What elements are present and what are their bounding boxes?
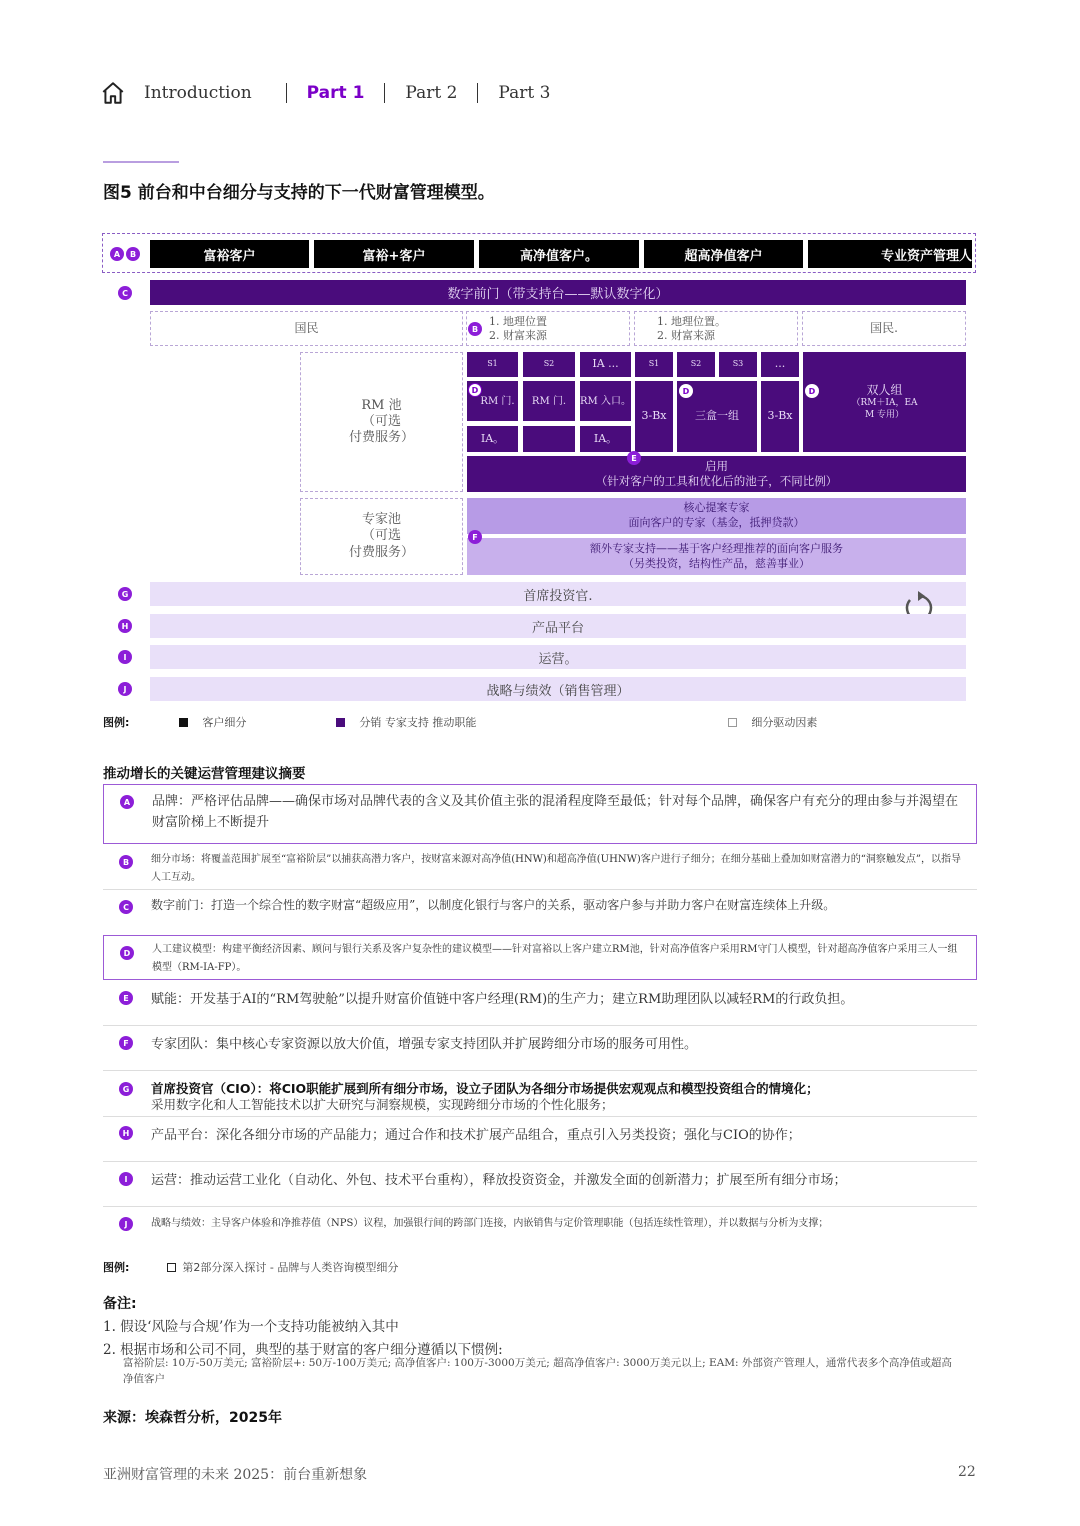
legend-item: 分销 专家支持 推动职能: [359, 716, 477, 729]
legend-item: 客户细分: [202, 716, 247, 729]
badge-a: A: [110, 247, 124, 261]
bx-left: 3-Bx: [635, 381, 673, 452]
ia-cell: IA。: [580, 426, 631, 452]
rec-text: 运营：推动运营工业化（自动化、外包、技术平台重构），释放投资资金，并激发全面的创新潜力；扩展至所有细分市场；: [151, 1173, 847, 1188]
badge-c: C: [119, 900, 133, 914]
three-in-one: 三盒一组: [677, 381, 757, 452]
rec-text: 首席投资官（CIO）：将CIO职能扩展到所有细分市场，设立子团队为各细分市场提供宏观观点和模型投资组合的情境化；: [151, 1081, 819, 1096]
s-label: S1: [467, 352, 518, 377]
core-expert-bar: [467, 498, 966, 534]
dual-team: [803, 352, 966, 452]
rec-cio: [103, 1073, 977, 1117]
rec-text: 战略与绩效：主导客户体验和净推荐值（NPS）议程，加强银行间的跨部门连接，内嵌销售与定价管理职能（包括连续性管理），并以数据与分析为支撑；: [151, 1218, 829, 1229]
driver-item: 2. 财富来源: [657, 328, 715, 342]
expert-pool-line: 付费服务）: [348, 544, 414, 560]
function-cio: 首席投资官.: [150, 582, 966, 606]
rec-text: 细分市场：将覆盖范围扩展至“富裕阶层”以捕获高潜力客户，按财富来源对高净值(HNW)和超高净值(UHNW)客户进行子细分；在细分基础上叠加如财富潜力的“洞察触发点”，以指导人工互动。: [151, 854, 961, 883]
core-expert-line: 面向客户的专家（基金，抵押贷款）: [628, 516, 805, 529]
s-label: S1: [635, 352, 673, 377]
badge-b: B: [126, 247, 140, 261]
recommendations-legend: [103, 1259, 398, 1275]
nav-divider: [384, 83, 385, 103]
enable-line: 启用: [705, 459, 728, 474]
footer-title: 亚洲财富管理的未来 2025：前台重新想象: [103, 1467, 368, 1483]
rec-expert: [103, 1027, 977, 1071]
segment-uhnw: 超高净值客户: [644, 240, 803, 268]
segment-affluent: 富裕客户: [150, 240, 309, 268]
driver-geo-right: [634, 311, 798, 346]
function-strategy: 战略与绩效（销售管理）: [150, 677, 966, 701]
figure-legend: [103, 714, 817, 730]
nav-part1[interactable]: Part 1: [306, 83, 365, 103]
badge-i: I: [118, 650, 132, 664]
rec-text-secondary: 采用数字化和人工智能技术以扩大研究与洞察规模，实现跨细分市场的个性化服务；: [151, 1097, 614, 1112]
rec-operations: [103, 1163, 977, 1207]
badge-h: H: [118, 619, 132, 633]
enable-line: （针对客户的工具和优化后的池子，不同比例）: [595, 474, 838, 488]
badge-j: J: [119, 1217, 133, 1231]
recommendations-title: 推动增长的关键运营管理建议摘要: [103, 766, 306, 782]
legend-item: 第2部分深入探讨 - 品牌与人类咨询模型细分: [182, 1261, 399, 1274]
note-1: 1. 假设‘风险与合规’作为一个支持功能被纳入其中: [103, 1319, 399, 1335]
driver-nationality-right: 国民.: [802, 311, 966, 346]
expert-pool-line: （可选: [361, 528, 401, 544]
segment-eam: 专业资产管理人: [808, 240, 972, 268]
function-product: 产品平台: [150, 614, 966, 638]
driver-nationality-left: 国民: [150, 311, 463, 346]
rec-segment: [103, 846, 977, 890]
rm-pool: [300, 352, 463, 492]
expert-pool-line: 专家池: [361, 512, 401, 528]
top-nav: [100, 78, 550, 108]
s-label: S2: [523, 352, 575, 377]
badge-b2: B: [468, 322, 482, 336]
badge-d: D: [468, 383, 482, 397]
core-expert-line: 核心提案专家: [683, 501, 750, 515]
rec-enable: [103, 983, 977, 1026]
s-label: S3: [719, 352, 757, 377]
rec-text: 产品平台：深化各细分市场的产品能力；通过合作和技术扩展产品组合，重点引入另类投资；强化与CIO的协作；: [151, 1128, 801, 1143]
expert-pool: [300, 498, 463, 575]
badge-d2: D: [679, 384, 693, 398]
rec-text: 赋能：开发基于AI的“RM驾驶舱”以提升财富价值链中客户经理(RM)的生产力；建立RM助理团队以减轻RM的行政负担。: [151, 992, 854, 1007]
extra-expert-bar: [467, 538, 966, 575]
accent-line: [103, 161, 179, 163]
driver-geo-left: [466, 311, 630, 346]
digital-front-door: 数字前门（带支持台——默认数字化）: [150, 280, 966, 305]
rm-pool-line: （可选: [361, 413, 401, 429]
rm-cell: RM 门.: [523, 381, 575, 421]
rec-product: [103, 1118, 977, 1162]
notes-title: 备注:: [103, 1296, 137, 1312]
badge-b: B: [119, 855, 133, 869]
s-label: IA ...: [580, 352, 631, 377]
badge-d3: D: [805, 384, 819, 398]
rec-text: 品牌：严格评估品牌——确保市场对品牌代表的含义及其价值主张的混淆程度降至最低；针对每个品牌，确保客户有充分的理由参与并渴望在财富阶梯上不断提升: [152, 794, 959, 831]
rm-cell: RM 门.: [467, 381, 518, 421]
rec-text: 专家团队：集中核心专家资源以放大价值，增强专家支持团队并扩展跨细分市场的服务可用性。: [151, 1037, 698, 1052]
note-2: 2. 根据市场和公司不同，典型的基于财富的客户细分遵循以下惯例:: [103, 1342, 503, 1358]
segment-hnw: 高净值客户。: [479, 240, 639, 268]
badge-d: D: [120, 946, 134, 960]
rec-brand: [103, 784, 977, 844]
legend-swatch-purple: [336, 718, 345, 727]
driver-item: 1. 地理位置: [489, 314, 547, 328]
legend-swatch-outline: [167, 1263, 176, 1272]
legend-item: 细分驱动因素: [751, 716, 818, 729]
badge-c: C: [118, 286, 132, 300]
enable-bar: [467, 456, 966, 492]
badge-g: G: [119, 1082, 133, 1096]
rec-digital: [103, 891, 977, 929]
home-icon[interactable]: [100, 80, 126, 106]
segment-affluent-plus: 富裕+客户: [314, 240, 474, 268]
badge-h: H: [119, 1126, 133, 1140]
legend-swatch-outline: [728, 718, 737, 727]
s-label: S2: [677, 352, 715, 377]
badge-i: I: [119, 1172, 133, 1186]
extra-expert-line: （另类投资，结构性产品，慈善事业）: [623, 556, 810, 570]
s-label: ...: [761, 352, 799, 377]
nav-divider: [477, 83, 478, 103]
rm-pool-line: 付费服务）: [348, 430, 414, 446]
legend-label: 图例:: [103, 716, 130, 729]
rec-text: 数字前门：打造一个综合性的数字财富“超级应用”，以制度化银行与客户的关系，驱动客户参与并助力客户在财富连续体上升级。: [151, 898, 836, 912]
nav-introduction[interactable]: Introduction: [144, 83, 252, 103]
rm-pool-line: RM 池: [361, 397, 402, 413]
badge-f: F: [119, 1036, 133, 1050]
rec-advice-model: [103, 935, 977, 980]
badge-e: E: [627, 451, 641, 465]
driver-item: 1. 地理位置。: [657, 314, 726, 328]
ia-cell: IA。: [467, 426, 518, 452]
dual-line: （RM＋IA，EA: [851, 398, 918, 409]
badge-a: A: [120, 795, 134, 809]
badge-e: E: [119, 991, 133, 1005]
figure-title: 图5 前台和中台细分与支持的下一代财富管理模型。: [103, 183, 495, 203]
rm-cell: RM 入口。: [580, 381, 631, 421]
source: 来源：埃森哲分析，2025年: [103, 1410, 282, 1426]
rec-strategy: [103, 1208, 977, 1246]
dual-line: 双人组: [866, 382, 903, 397]
page-number: 22: [958, 1464, 976, 1480]
bx-right: 3-Bx: [761, 381, 799, 452]
badge-f: F: [468, 530, 482, 544]
ia-cell: [523, 426, 575, 452]
driver-item: 2. 财富来源: [489, 328, 547, 342]
note-2-detail: 富裕阶层: 10万-50万美元; 富裕阶层+: 50万-100万美元; 高净值客户: 100万-3000万美元; 超高净值客户: 3000万美元以上; EAM: 外部资产管理人，通常代表多个高净值或超高净值客户: [123, 1357, 952, 1386]
function-operations: 运营。: [150, 645, 966, 669]
nav-part3[interactable]: Part 3: [498, 83, 551, 103]
rec-text: 人工建议模型：构建平衡经济因素、顾问与银行关系及客户复杂性的建议模型——针对富裕以上客户建立RM池，针对高净值客户采用RM守门人模型，针对超高净值客户采用三人一组模型（RM-IA-FP）。: [152, 944, 958, 973]
extra-expert-line: 额外专家支持——基于客户经理推荐的面向客户服务: [590, 541, 843, 555]
legend-label: 图例:: [103, 1261, 130, 1274]
nav-part2[interactable]: Part 2: [405, 83, 458, 103]
nav-divider: [286, 83, 287, 103]
dual-line: M 专用）: [864, 409, 905, 420]
badge-j: J: [118, 682, 132, 696]
badge-g: G: [118, 587, 132, 601]
legend-swatch-black: [179, 718, 188, 727]
